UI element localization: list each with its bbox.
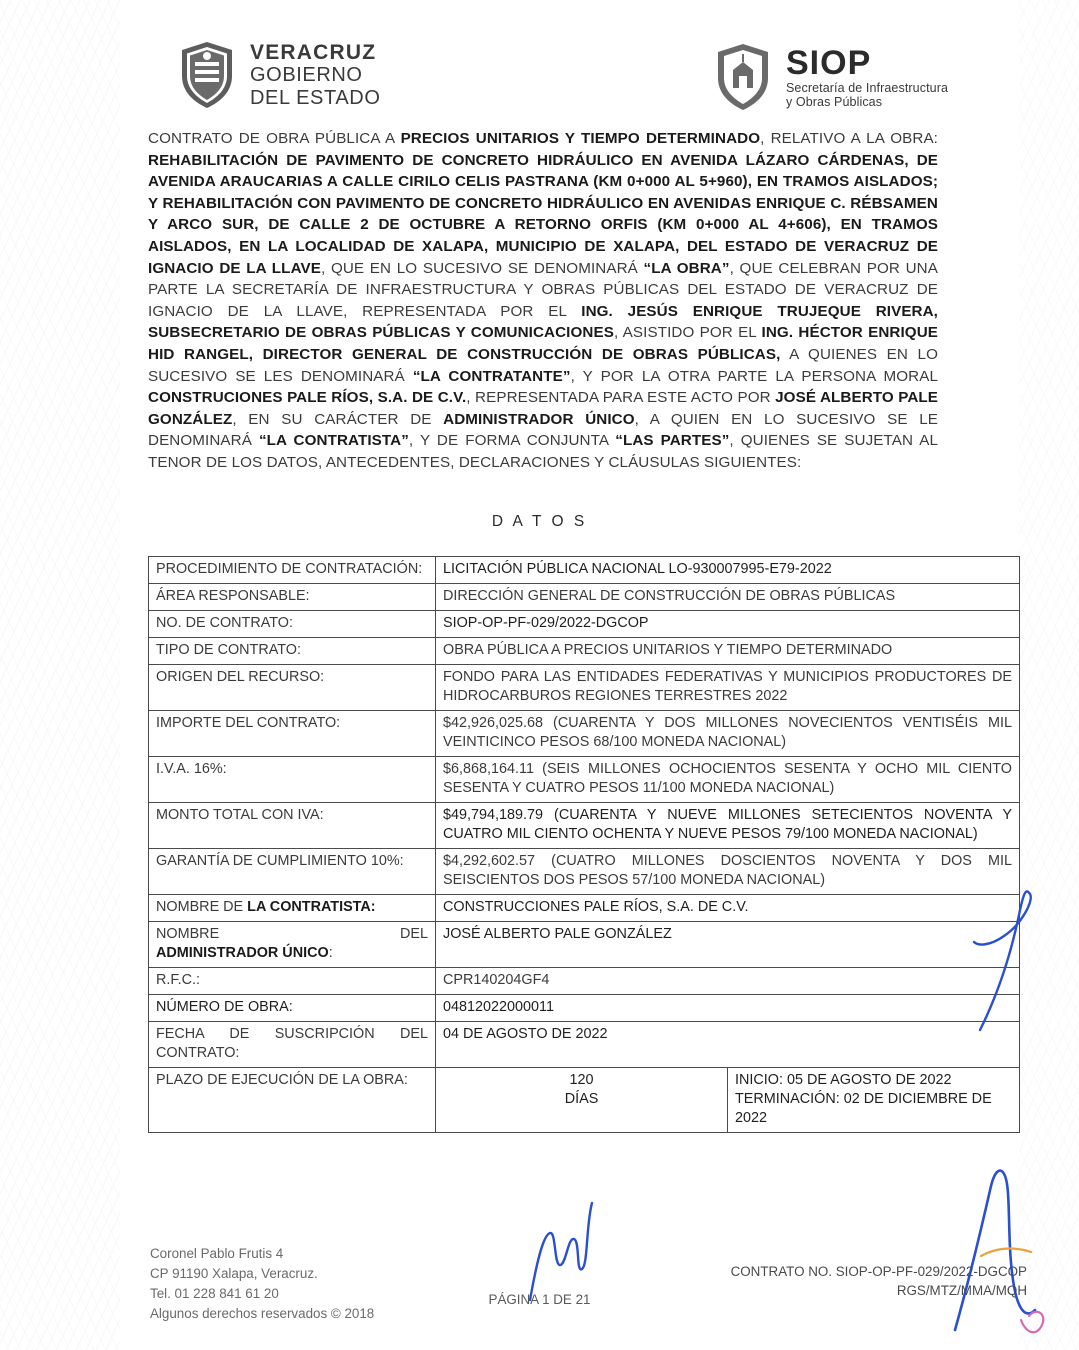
table-row-label: NO. DE CONTRATO: bbox=[149, 611, 436, 638]
veracruz-line-1: VERACRUZ bbox=[250, 40, 377, 64]
table-row-label: TIPO DE CONTRATO: bbox=[149, 638, 436, 665]
plazo-label: PLAZO DE EJECUCIÓN DE LA OBRA: bbox=[149, 1068, 436, 1133]
footer-address-line-1: Coronel Pablo Frutis 4 bbox=[150, 1246, 284, 1261]
table-row-label: IMPORTE DEL CONTRATO: bbox=[149, 711, 436, 757]
siop-acronym: SIOP bbox=[786, 43, 872, 82]
table-row-value: 04 DE AGOSTO DE 2022 bbox=[436, 1022, 1020, 1068]
table-row-label: FECHA DE SUSCRIPCIÓN DEL CONTRATO: bbox=[149, 1022, 436, 1068]
table-row bbox=[149, 803, 1020, 849]
table-row bbox=[149, 922, 1020, 968]
watermark-pattern-left bbox=[0, 0, 120, 1350]
veracruz-line-2: GOBIERNO bbox=[250, 64, 363, 87]
table-row bbox=[149, 584, 1020, 611]
table-row-label: ÁREA RESPONSABLE: bbox=[149, 584, 436, 611]
table-row bbox=[149, 757, 1020, 803]
veracruz-coat-of-arms-icon bbox=[176, 40, 238, 110]
table-row-label: NÚMERO DE OBRA: bbox=[149, 995, 436, 1022]
document-header bbox=[0, 34, 1079, 124]
veracruz-line-3: DEL ESTADO bbox=[250, 86, 381, 109]
table-row-value: $49,794,189.79 (CUARENTA Y NUEVE MILLONES SETECIENTOS NOVENTA Y CUATRO MIL CIENTO OCHENTA Y NUEVE PESOS 79/100 MONEDA NACIONAL) bbox=[436, 803, 1020, 849]
table-row bbox=[149, 895, 1020, 922]
footer-address bbox=[150, 1244, 374, 1324]
table-row bbox=[149, 638, 1020, 665]
signature-mark-right-lower bbox=[935, 1160, 1075, 1340]
table-row-label: I.V.A. 16%: bbox=[149, 757, 436, 803]
contract-data-table bbox=[148, 556, 1020, 1133]
footer-address-line-3: Tel. 01 228 841 61 20 bbox=[150, 1286, 279, 1301]
footer-address-line-2: CP 91190 Xalapa, Veracruz. bbox=[150, 1266, 318, 1281]
table-row-plazo bbox=[149, 1068, 1020, 1133]
table-row-label: NOMBRE DEL ADMINISTRADOR ÚNICO: bbox=[149, 922, 436, 968]
siop-logo bbox=[712, 42, 948, 112]
table-row-label: GARANTÍA DE CUMPLIMIENTO 10%: bbox=[149, 849, 436, 895]
table-row-label: R.F.C.: bbox=[149, 968, 436, 995]
table-row-value: $42,926,025.68 (CUARENTA Y DOS MILLONES NOVECIENTOS VENTISÉIS MIL VEINTICINCO PESOS 68/100 MONEDA NACIONAL) bbox=[436, 711, 1020, 757]
contract-intro-paragraph: CONTRATO DE OBRA PÚBLICA A PRECIOS UNITARIOS Y TIEMPO DETERMINADO, RELATIVO A LA OBRA: REHABILITACIÓN DE PAVIMENTO DE CONCRETO HIDRÁULICO EN AVENIDA LÁZARO CÁRDENAS, DE AVENIDA ARAUCARIAS A CALLE CIRILO CELIS PASTRANA (KM 0+000 AL 5+960), EN TRAMOS AISLADOS; Y REHABILITACIÓN CON PAVIMENTO DE CONCRETO HIDRÁULICO EN AVENIDAS ENRIQUE C. RÉBSAMEN Y ARCO SUR, DE CALLE 2 DE OCTUBRE A RETORNO ORFIS (KM 0+000 AL 4+606), EN TRAMOS AISLADOS, EN LA LOCALIDAD DE XALAPA, MUNICIPIO DE XALAPA, DEL ESTADO DE VERACRUZ DE IGNACIO DE LA LLAVE, QUE EN LO SUCESIVO SE DENOMINARÁ “LA OBRA”, QUE CELEBRAN POR UNA PARTE LA SECRETARÍA DE INFRAESTRUCTURA Y OBRAS PÚBLICAS DEL ESTADO DE VERACRUZ DE IGNACIO DE LA LLAVE, REPRESENTADA POR EL ING. JESÚS ENRIQUE TRUJEQUE RIVERA, SUBSECRETARIO DE OBRAS PÚBLICAS Y COMUNICACIONES, ASISTIDO POR EL ING. HÉCTOR ENRIQUE HID RANGEL, DIRECTOR GENERAL DE CONSTRUCCIÓN DE OBRAS PÚBLICAS, A QUIENES EN LO SUCESIVO SE LES DENOMINARÁ “LA CONTRATANTE”, Y POR LA OTRA PARTE LA PERSONA MORAL CONSTRUCIONES PALE RÍOS, S.A. DE C.V., REPRESENTADA PARA ESTE ACTO POR JOSÉ ALBERTO PALE GONZÁLEZ, EN SU CARÁCTER DE ADMINISTRADOR ÚNICO, A QUIEN EN LO SUCESIVO SE LE DENOMINARÁ “LA CONTRATISTA”, Y DE FORMA CONJUNTA “LAS PARTES”, QUIENES SE SUJETAN AL TENOR DE LOS DATOS, ANTECEDENTES, DECLARACIONES Y CLÁUSULAS SIGUIENTES: bbox=[148, 130, 939, 471]
table-row-label: MONTO TOTAL CON IVA: bbox=[149, 803, 436, 849]
table-row-value: CPR140204GF4 bbox=[436, 968, 1020, 995]
table-row-value: 04812022000011 bbox=[436, 995, 1020, 1022]
table-row-label: PROCEDIMIENTO DE CONTRATACIÓN: bbox=[149, 557, 436, 584]
table-row-label: NOMBRE DE LA CONTRATISTA: bbox=[149, 895, 436, 922]
table-row-value: LICITACIÓN PÚBLICA NACIONAL LO-930007995-E79-2022 bbox=[436, 557, 1020, 584]
footer-contract-initials: RGS/MTZ/MMA/MQH bbox=[896, 1283, 1027, 1298]
table-row-value: OBRA PÚBLICA A PRECIOS UNITARIOS Y TIEMPO DETERMINADO bbox=[436, 638, 1020, 665]
table-row bbox=[149, 665, 1020, 711]
siop-subtitle-line-1: Secretaría de Infraestructura bbox=[786, 80, 949, 95]
table-row-value: $4,292,602.57 (CUATRO MILLONES DOSCIENTOS NOVENTA Y DOS MIL SEISCIENTOS DOS PESOS 57/100 MONEDA NACIONAL) bbox=[436, 849, 1020, 895]
table-row bbox=[149, 611, 1020, 638]
veracruz-logo bbox=[176, 40, 380, 110]
table-row-value: CONSTRUCCIONES PALE RÍOS, S.A. DE C.V. bbox=[436, 895, 1020, 922]
table-row-value: DIRECCIÓN GENERAL DE CONSTRUCCIÓN DE OBRAS PÚBLICAS bbox=[436, 584, 1020, 611]
footer-page-number: PÁGINA 1 DE 21 bbox=[488, 1292, 591, 1307]
datos-section-title: D A T O S bbox=[491, 513, 588, 530]
footer-address-line-4: Algunos derechos reservados © 2018 bbox=[150, 1306, 375, 1321]
plazo-dates: INICIO: 05 DE AGOSTO DE 2022 TERMINACIÓN: 02 DE DICIEMBRE DE 2022 bbox=[728, 1068, 1020, 1133]
table-row-value: FONDO PARA LAS ENTIDADES FEDERATIVAS Y MUNICIPIOS PRODUCTORES DE HIDROCARBUROS REGIONES TERRESTRES 2022 bbox=[436, 665, 1020, 711]
table-row bbox=[149, 849, 1020, 895]
table-row bbox=[149, 995, 1020, 1022]
siop-coat-of-arms-icon bbox=[712, 42, 774, 112]
table-row-value: SIOP-OP-PF-029/2022-DGCOP bbox=[436, 611, 1020, 638]
watermark-pattern-right bbox=[1019, 0, 1079, 1350]
table-row bbox=[149, 968, 1020, 995]
footer-contract-number: CONTRATO NO. SIOP-OP-PF-029/2022-DGCOP bbox=[730, 1264, 1027, 1279]
table-row bbox=[149, 557, 1020, 584]
plazo-days: 120 DÍAS bbox=[436, 1068, 728, 1133]
table-row bbox=[149, 711, 1020, 757]
footer-contract-reference bbox=[731, 1262, 1027, 1300]
table-row bbox=[149, 1022, 1020, 1068]
table-row-label: ORIGEN DEL RECURSO: bbox=[149, 665, 436, 711]
siop-subtitle-line-2: y Obras Públicas bbox=[786, 94, 883, 109]
table-row-value: $6,868,164.11 (SEIS MILLONES OCHOCIENTOS SESENTA Y OCHO MIL CIENTO SESENTA Y CUATRO PESOS 11/100 MONEDA NACIONAL) bbox=[436, 757, 1020, 803]
table-row-value: JOSÉ ALBERTO PALE GONZÁLEZ bbox=[436, 922, 1020, 968]
